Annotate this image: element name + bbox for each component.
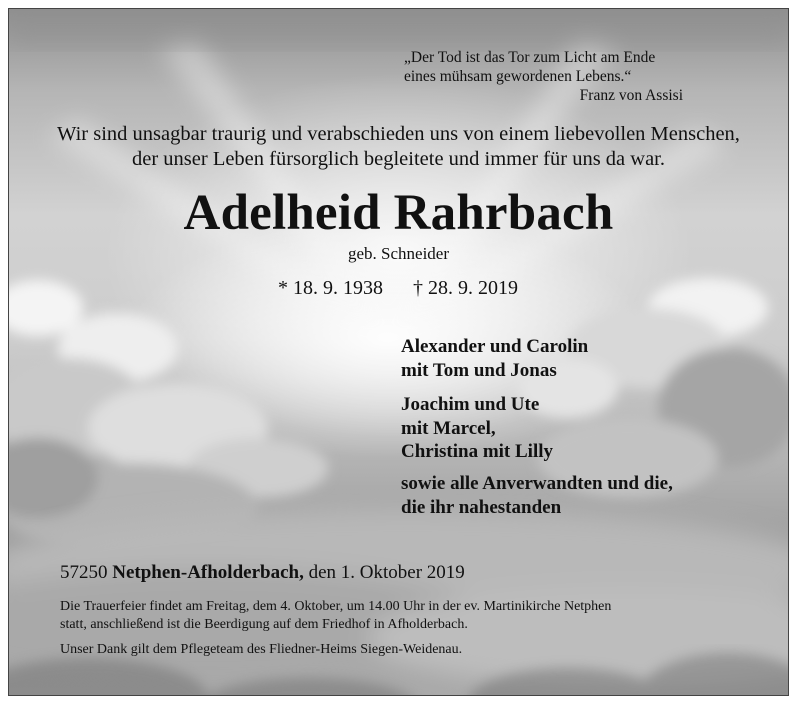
- place-and-date: [60, 561, 465, 585]
- birth-name: geb. Schneider: [347, 244, 450, 263]
- mourner-line: die ihr nahestanden: [401, 496, 562, 518]
- mourner-line: mit Marcel,: [401, 417, 496, 439]
- mourner-line: Joachim und Ute: [401, 394, 540, 415]
- funeral-info: [60, 598, 770, 634]
- intro-line-2: der unser Leben fürsorglich begleitete und immer für uns da war.: [131, 148, 666, 170]
- death-date: † 28. 9. 2019: [413, 277, 518, 299]
- letter-date: den 1. Oktober 2019: [308, 562, 465, 583]
- quote-line-2: eines mühsam gewordenen Lebens.“: [404, 68, 632, 85]
- town: Netphen-Afholderbach,: [112, 562, 304, 583]
- quote-line-1: „Der Tod ist das Tor zum Licht am Ende: [404, 49, 656, 66]
- top-shade: [8, 8, 789, 48]
- quote-text: [404, 48, 686, 86]
- mourner-group-3: [401, 472, 673, 519]
- intro-line-1: Wir sind unsagbar traurig und verabschieden uns von einem liebevollen Menschen,: [57, 123, 740, 145]
- birth-date: * 18. 9. 1938: [278, 277, 383, 299]
- mourner-line: Christina mit Lilly: [401, 441, 554, 462]
- mourner-group-1: [401, 335, 588, 382]
- quote-author: Franz von Assisi: [579, 87, 683, 104]
- mourner-line: Alexander und Carolin: [401, 336, 589, 357]
- mourner-line: sowie alle Anverwandten und die,: [401, 473, 673, 494]
- funeral-info-line-2: statt, anschließend ist die Beerdigung auf dem Friedhof in Afholderbach.: [60, 617, 468, 632]
- obituary-card: [8, 8, 789, 696]
- funeral-info-line-1: Die Trauerfeier findet am Freitag, dem 4. Oktober, um 14.00 Uhr in der ev. Martinikirche Netphen: [60, 599, 612, 614]
- deceased-name: Adelheid Rahrbach: [183, 185, 614, 241]
- cloud-sky-background: [8, 8, 789, 696]
- thanks-note: Unser Dank gilt dem Pflegeteam des Fliedner-Heims Siegen-Weidenau.: [60, 642, 463, 657]
- mourner-group-2: [401, 393, 553, 464]
- mourner-line: mit Tom und Jonas: [401, 359, 557, 381]
- postcode: 57250: [60, 562, 108, 583]
